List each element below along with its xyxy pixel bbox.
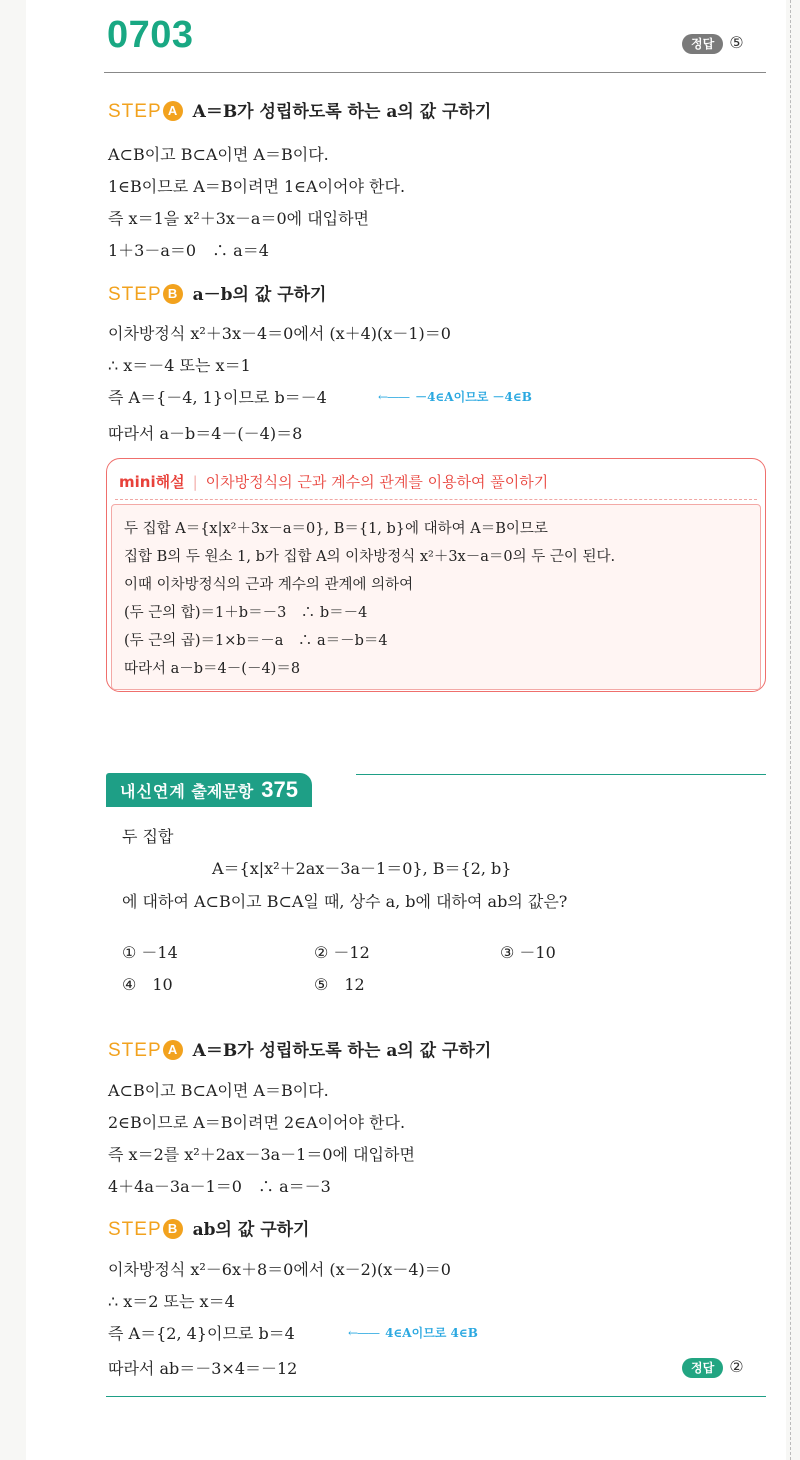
step-title: A＝B가 성립하도록 하는 a의 값 구하기 [192,102,492,122]
mini-explanation-box [106,458,766,692]
choice-4: ④ 10 [122,975,173,994]
side-note [378,388,532,405]
choice-3: ③ －10 [500,943,556,962]
question-line: 두 집합 [122,827,174,846]
mini-separator: | [192,473,198,491]
step-a-heading [108,97,491,123]
answer-badge: 정답 [682,1358,723,1378]
step-label: STEP [108,1040,162,1061]
section-number: 375 [261,777,298,802]
solution-line: 2∈B이므로 A＝B이려면 2∈A이어야 한다. [108,1113,406,1132]
answer-bottom [682,1357,744,1378]
solution-line: ∴ x＝－4 또는 x＝1 [108,356,251,375]
solution-line: 1∈B이므로 A＝B이려면 1∈A이어야 한다. [108,177,406,196]
section-label: 내신연계 [120,782,186,801]
solution-line: ∴ x＝2 또는 x＝4 [108,1292,235,1311]
solution-line: A⊂B이고 B⊂A이면 A＝B이다. [108,145,329,164]
arrow-left-icon: ←—— [348,1326,380,1340]
choice-5: ⑤ 12 [314,975,365,994]
step-label: STEP [108,1219,162,1240]
page-edge-dashed-line [790,0,791,1460]
mini-line: 집합 B의 두 원소 1, b가 집합 A의 이차방정식 x²＋3x－a＝0의 두 근이 된다. [124,549,616,565]
step-label: STEP [108,284,162,305]
step-b-circle-icon: B [163,1219,183,1239]
section-rule [356,774,766,775]
mini-divider [115,499,757,500]
mini-content [111,504,761,690]
solution-line: 따라서 a－b＝4－(－4)＝8 [108,424,303,443]
step-b-heading [108,1215,309,1241]
answer-choice: ② [729,1357,744,1376]
solution-line: 이차방정식 x²－6x＋8＝0에서 (x－2)(x－4)＝0 [108,1260,451,1279]
solution-line: 즉 x＝2를 x²＋2ax－3a－1＝0에 대입하면 [108,1145,415,1164]
step-a-circle-icon: A [163,101,183,121]
mini-heading [119,471,548,492]
step-title: ab의 값 구하기 [192,1220,310,1240]
answer-badge: 정답 [682,34,723,54]
mini-line: 두 집합 A＝{x|x²＋3x－a＝0}, B＝{1, b}에 대하여 A＝B이므로 [124,521,548,537]
step-a-circle-icon: A [163,1040,183,1060]
mini-line: (두 근의 곱)＝1×b＝－a ∴ a＝－b＝4 [124,633,388,649]
arrow-left-icon: ←—— [378,390,410,404]
bottom-rule [106,1396,766,1397]
step-a-heading [108,1036,491,1062]
solution-line: 이차방정식 x²＋3x－4＝0에서 (x＋4)(x－1)＝0 [108,324,451,343]
solution-line: 4＋4a－3a－1＝0 ∴ a＝－3 [108,1177,331,1196]
section-header [106,773,312,807]
header-rule [104,72,766,73]
step-b-circle-icon: B [163,284,183,304]
solution-line: 즉 x＝1을 x²＋3x－a＝0에 대입하면 [108,209,370,228]
question-line: 에 대하여 A⊂B이고 B⊂A일 때, 상수 a, b에 대하여 ab의 값은? [122,892,568,911]
question-formula: A＝{x|x²＋2ax－3a－1＝0}, B＝{2, b} [212,859,512,878]
step-label: STEP [108,101,162,122]
mini-line: 이때 이차방정식의 근과 계수의 관계에 의하여 [124,577,414,593]
side-note-text: 4∈A이므로 4∈B [385,1326,478,1340]
mini-line: (두 근의 합)＝1＋b＝－3 ∴ b＝－4 [124,605,368,621]
section-sub: 출제문항 [191,782,254,801]
solution-line: 즉 A＝{－4, 1}이므로 b＝－4 [108,388,327,407]
step-title: a－b의 값 구하기 [192,285,327,305]
step-title: A＝B가 성립하도록 하는 a의 값 구하기 [192,1041,492,1061]
mini-tag: mini해설 [119,473,185,491]
side-note-text: －4∈A이므로 －4∈B [415,390,532,404]
mini-line: 따라서 a－b＝4－(－4)＝8 [124,661,301,677]
answer-choice: ⑤ [729,33,744,52]
solution-line: A⊂B이고 B⊂A이면 A＝B이다. [108,1081,329,1100]
side-note [348,1324,478,1341]
problem-number: 0703 [107,14,194,56]
page [26,0,786,1460]
choice-1: ① －14 [122,943,178,962]
step-b-heading [108,280,326,306]
solution-line: 즉 A＝{2, 4}이므로 b＝4 [108,1324,295,1343]
answer-top [682,33,744,54]
mini-title: 이차방정식의 근과 계수의 관계를 이용하여 풀이하기 [205,473,549,491]
solution-line: 1＋3－a＝0 ∴ a＝4 [108,241,269,260]
solution-line: 따라서 ab＝－3×4＝－12 [108,1359,298,1378]
choice-2: ② －12 [314,943,370,962]
